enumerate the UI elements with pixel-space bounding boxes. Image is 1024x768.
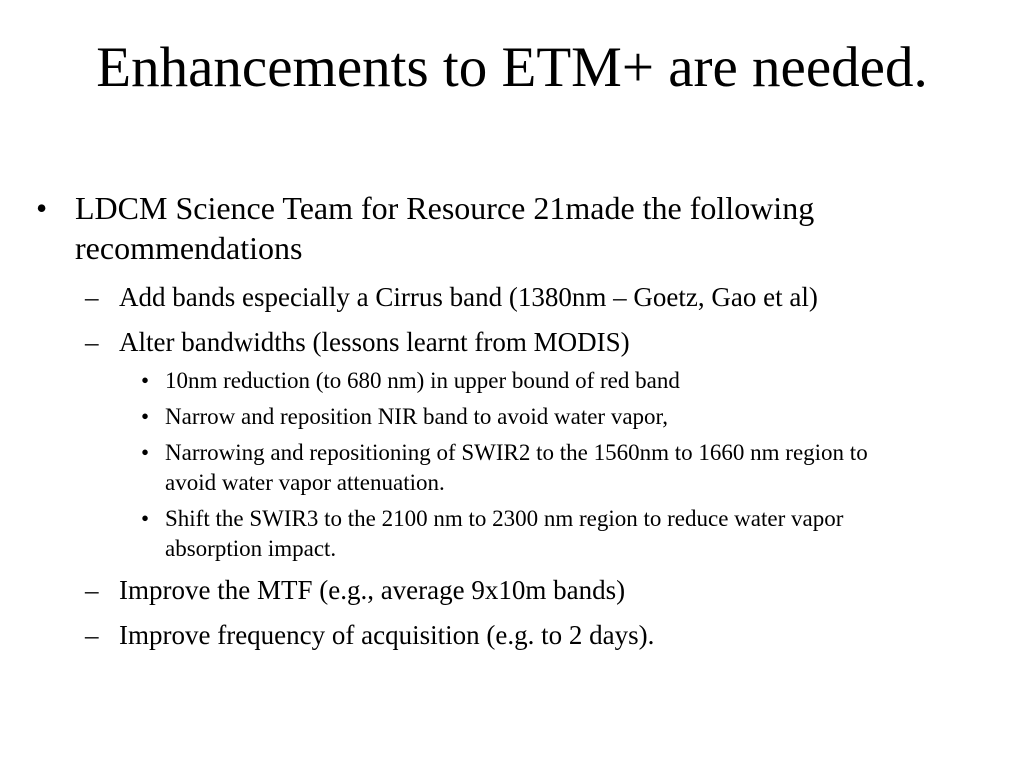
sub-sub-bullet-item: [140, 438, 914, 498]
dash-marker: –: [85, 575, 99, 605]
bandwidth-change-text: Shift the SWIR3 to the 2100 nm to 2300 nm region to reduce water vapor absorption impact.: [165, 506, 844, 561]
slide-content: [34, 188, 914, 653]
bandwidth-change-text: Narrowing and repositioning of SWIR2 to the 1560nm to 1660 nm region to avoid water vapor attenuation.: [165, 440, 868, 495]
sub-sub-bullet-item: [140, 402, 914, 432]
recommendation-text: Improve the MTF (e.g., average 9x10m bands): [119, 575, 626, 605]
dash-marker: –: [85, 620, 99, 650]
bullet-marker: •: [141, 506, 150, 531]
bullet-marker: •: [141, 440, 150, 465]
bullet-item: [34, 188, 914, 268]
recommendation-text: Improve frequency of acquisition (e.g. to 2 days).: [119, 620, 655, 650]
sub-bullet-item: [85, 280, 914, 315]
sub-sub-bullet-item: [140, 366, 914, 396]
bandwidth-change-text: 10nm reduction (to 680 nm) in upper bound of red band: [165, 368, 680, 393]
slide-title: Enhancements to ETM+ are needed.: [96, 36, 928, 99]
dash-marker: –: [85, 282, 99, 312]
bandwidth-change-text: Narrow and reposition NIR band to avoid water vapor,: [165, 404, 669, 429]
recommendation-text: Add bands especially a Cirrus band (1380nm – Goetz, Gao et al): [119, 282, 818, 312]
recommendation-text: Alter bandwidths (lessons learnt from MODIS): [119, 327, 630, 357]
bullet-marker: •: [36, 190, 48, 226]
sub-bullet-item: [85, 573, 914, 608]
dash-marker: –: [85, 327, 99, 357]
bullet-marker: •: [141, 368, 150, 393]
bullet-marker: •: [141, 404, 150, 429]
sub-sub-bullet-item: [140, 504, 914, 564]
main-point-text: LDCM Science Team for Resource 21made the following recommendations: [75, 190, 815, 266]
sub-bullet-item: [85, 618, 914, 653]
sub-bullet-item: [85, 325, 914, 360]
